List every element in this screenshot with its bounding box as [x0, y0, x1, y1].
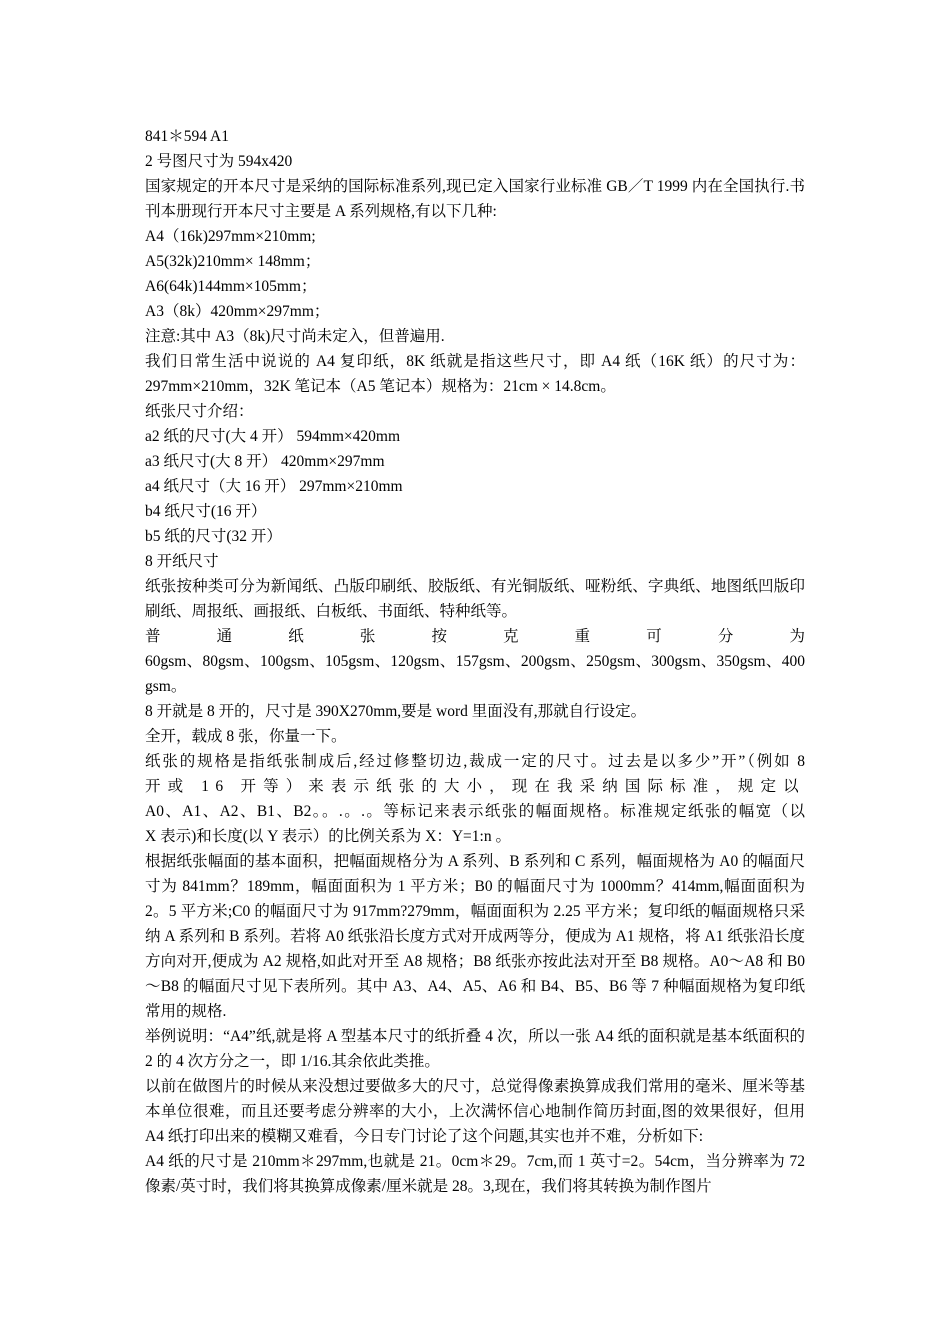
paragraph-spec-line-4: X 表示)和长度(以 Y 表示）的比例关系为 X：Y=1:n 。: [145, 828, 511, 845]
paragraph-daily-a4: 我们日常生活中说说的 A4 复印纸，8K 纸就是指这些尺寸，即 A4 纸（16K 纸）的尺寸为：297mm×210mm，32K 笔记本（A5 笔记本）规格为：21cm × 14.8cm。: [145, 353, 805, 395]
paragraph-a1-size: 841＊594 A1: [145, 128, 229, 145]
paragraph-spec-line-1: 纸张的规格是指纸张制成后,经过修整切边,裁成一定的尺寸。过去是以多少”开”（例如 8: [145, 753, 805, 770]
paragraph-intro-heading: 纸张尺寸介绍：: [145, 403, 254, 420]
paragraph-a6-size: A6(64k)144mm×105mm；: [145, 278, 317, 295]
paragraph-8k-size: 8 开就是 8 开的，尺寸是 390X270mm,要是 word 里面没有,那就自行设定。: [145, 703, 647, 720]
paragraph-national-standard: 国家规定的开本尺寸是采纳的国际标准系列,现已定入国家行业标准 GB／T 1999 内在全国执行.书刊本册现行开本尺寸主要是 A 系列规格,有以下几种:: [145, 178, 805, 220]
paragraph-image-size-story: 以前在做图片的时候从来没想过要做多大的尺寸，总觉得像素换算成我们常用的毫米、厘米等基本单位很难，而且还要考虑分辨率的大小，上次满怀信心地制作简历封面,图的效果很好，但用 A4 纸打印出来的模糊又难看，今日专门讨论了这个问题,其实也并不难，分析如下:: [145, 1078, 805, 1145]
paragraph-a4-size: A4（16k)297mm×210mm;: [145, 228, 316, 245]
paragraph-drawing-size: 2 号图尺寸为 594x420: [145, 153, 293, 170]
paragraph-note: 注意:其中 A3（8k)尺寸尚未定入，但普遍用.: [145, 328, 445, 345]
paragraph-a4-example: 举例说明：“A4”纸,就是将 A 型基本尺寸的纸折叠 4 次，所以一张 A4 纸的面积就是基本纸面积的 2 的 4 次方分之一，即 1/16.其余依此类推。: [145, 1028, 805, 1070]
paragraph-a4-paper: a4 纸尺寸（大 16 开） 297mm×210mm: [145, 478, 403, 495]
document-body: [145, 124, 805, 1199]
paragraph-a4-pixel-conversion: A4 纸的尺寸是 210mm＊297mm,也就是 21。0cm＊29。7cm,而 1 英寸=2。54cm，当分辨率为 72 像素/英寸时，我们将其换算成像素/厘米就是 28。3,现在，我们将其转换为制作图片: [145, 1153, 805, 1195]
paragraph-a2-paper: a2 纸的尺寸(大 4 开） 594mm×420mm: [145, 428, 401, 445]
paragraph-paper-types: 纸张按种类可分为新闻纸、凸版印刷纸、胶版纸、有光铜版纸、哑粉纸、字典纸、地图纸凹版印刷纸、周报纸、画报纸、白板纸、书面纸、特种纸等。: [145, 578, 805, 620]
paragraph-b5-paper: b5 纸的尺寸(32 开）: [145, 528, 282, 545]
paragraph-8k-paper: 8 开纸尺寸: [145, 553, 219, 570]
paragraph-full-sheet: 全开，载成 8 张，你量一下。: [145, 728, 347, 745]
paragraph-b4-paper: b4 纸尺寸(16 开）: [145, 503, 267, 520]
paragraph-weights-heading: 普通纸张按克重可分为: [145, 628, 805, 645]
paragraph-series-explanation: 根据纸张幅面的基本面积，把幅面规格分为 A 系列、B 系列和 C 系列，幅面规格为 A0 的幅面尺寸为 841mm？189mm，幅面面积为 1 平方米；B0 的幅面尺寸为 1000mm？414mm,幅面面积为 2。5 平方米;C0 的幅面尺寸为 917mm?279mm，幅面面积为 2.25 平方米；复印纸的幅面规格只采纳 A 系列和 B 系列。若将 A0 纸张沿长度方式对开成两等分，便成为 A1 规格，将 A1 纸张沿长度方向对开,便成为 A2 规格,如此对开至 A8 规格；B8 纸张亦按此法对开至 B8 规格。A0～A8 和 B0～B8 的幅面尺寸见下表所列。其中 A3、A4、A5、A6 和 B4、B5、B6 等 7 种幅面规格为复印纸常用的规格.: [145, 853, 805, 1020]
paragraph-a3-size: A3（8k）420mm×297mm；: [145, 303, 330, 320]
paragraph-spec-line-2: 开或 16 开等）来表示纸张的大小，现在我采纳国际标准，规定以: [145, 778, 805, 795]
paragraph-a3-paper: a3 纸尺寸(大 8 开） 420mm×297mm: [145, 453, 385, 470]
paragraph-spec-line-3: A0、A1、A2、B1、B2。。.。.。等标记来表示纸张的幅面规格。标准规定纸张的幅宽（以: [145, 803, 805, 820]
paragraph-a5-size: A5(32k)210mm× 148mm；: [145, 253, 321, 270]
paragraph-weights-list: 60gsm、80gsm、100gsm、105gsm、120gsm、157gsm、200gsm、250gsm、300gsm、350gsm、400gsm。: [145, 653, 805, 695]
